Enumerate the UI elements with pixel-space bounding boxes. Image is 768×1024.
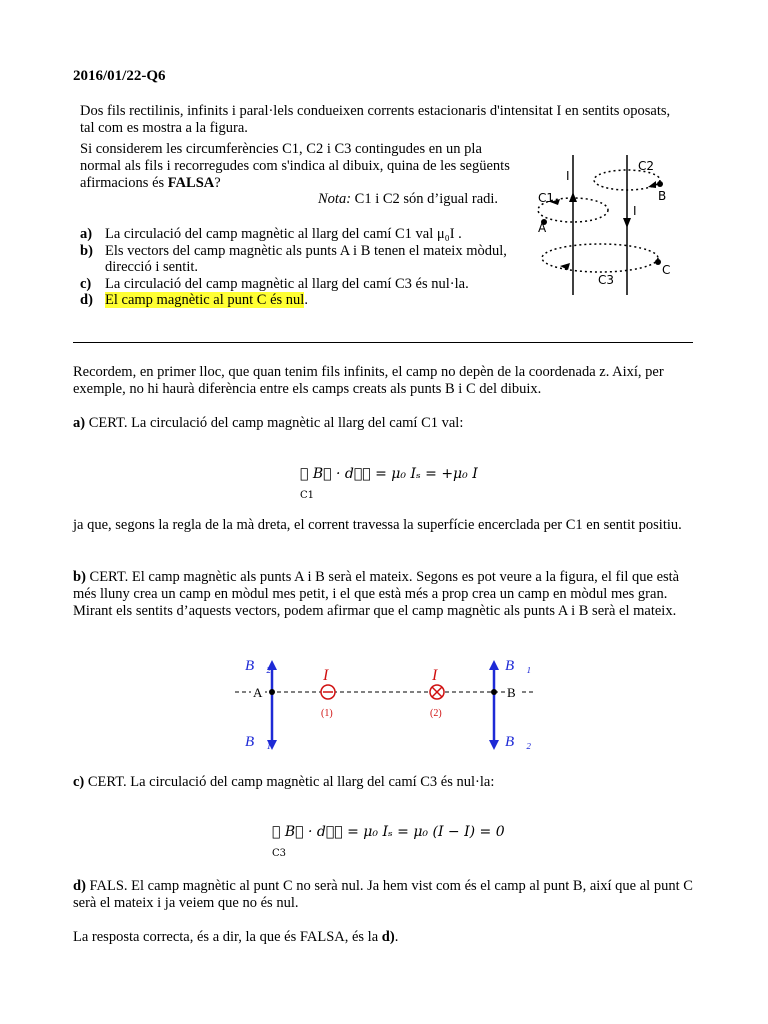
- point-a: [269, 689, 275, 695]
- svg-text:B⃗₂: B⃗₂: [505, 734, 532, 750]
- up-arrow-icon: [489, 660, 499, 670]
- equation-1-sub: C1: [300, 490, 315, 501]
- equation-2: ∮ B⃗ · dℓ⃗ = μ₀ Iₛ = μ₀ (I − I) = 0: [272, 824, 505, 840]
- svg-text:B⃗₂: B⃗₂: [245, 658, 272, 674]
- svg-text:B⃗₁: B⃗₁: [505, 658, 532, 674]
- option-c: c) La circulació del camp magnètic al llarg del camí C3 és nul·la.: [80, 275, 469, 292]
- question-text: Si considerem les circumferències C1, C2 i C3 contingudes en un pla normal als fils i recorregudes com s'indica al dibuix, quina de les següents afirmacions és FALSA?: [80, 141, 510, 191]
- final-answer: La resposta correcta, és a dir, la que és FALSA, és la d).: [73, 929, 399, 945]
- up-arrow-icon: [569, 192, 577, 202]
- section-c: c) CERT. La circulació del camp magnètic al llarg del camí C3 és nul·la:: [73, 774, 495, 790]
- svg-text:B: B: [658, 189, 667, 203]
- svg-text:C3: C3: [598, 273, 615, 287]
- section-a-after: ja que, segons la regla de la mà dreta, el corrent travessa la superfície encerclada per C1 en sentit positiu.: [73, 517, 682, 533]
- equation-2-sub: C3: [272, 848, 287, 859]
- svg-text:B: B: [507, 685, 516, 700]
- down-arrow-icon: [623, 218, 631, 228]
- point-c: [655, 259, 661, 265]
- svg-text:B⃗₁: B⃗₁: [245, 734, 272, 750]
- intro-text: Dos fils rectilinis, infinits i paral·lels condueixen corrents estacionaris d'intensitat I en sentits oposats, tal com es mostra a la figura.: [80, 103, 671, 136]
- svg-text:I: I: [566, 169, 570, 183]
- section-a: a) CERT. La circulació del camp magnètic al llarg del camí C1 val:: [73, 415, 464, 431]
- section-d: d) FALS. El camp magnètic al punt C no serà nul. Ja hem vist com és el camp al punt B, així que al punt C serà el mateix i ja veiem que no és nul.: [73, 878, 693, 911]
- svg-text:A: A: [538, 221, 547, 235]
- svg-text:I: I: [323, 667, 329, 684]
- svg-text:I: I: [633, 204, 637, 218]
- page-title: 2016/01/22-Q6: [73, 68, 166, 84]
- section-b: b) CERT. El camp magnètic als punts A i B serà el mateix. Segons es pot veure a la figura, el fil que està més lluny crea un camp en mòdul mes petit, i el que està més a prop crea un camp en mòdul mes gran. Mirant els sentits d’aquests vectors, podem afirmar que el camp magnètic als punts A i B serà el mateix.: [73, 569, 680, 619]
- svg-text:A: A: [253, 685, 263, 700]
- divider: [73, 342, 693, 343]
- point-b: [491, 689, 497, 695]
- option-d: d) El camp magnètic al punt C és nul.: [80, 292, 308, 308]
- svg-text:I: I: [432, 667, 438, 684]
- svg-text:C: C: [662, 263, 671, 277]
- paragraph-intro: Recordem, en primer lloc, que quan tenim fils infinits, el camp no depèn de la coordenada z. Així, per exemple, no hi haurà diferència entre els camps creats als punts B i C del dibuix.: [73, 364, 664, 397]
- options-list: [80, 226, 510, 309]
- field-vectors-figure: [225, 652, 545, 757]
- arrow-icon: [648, 181, 656, 188]
- option-b: b) Els vectors del camp magnètic als punts A i B tenen el mateix mòdul, direcció i sentit.: [80, 242, 507, 275]
- note: Nota: C1 i C2 són d’igual radi.: [318, 191, 499, 207]
- svg-text:C2: C2: [638, 159, 655, 173]
- equation-1: ∮ B⃗ · dℓ⃗ = μ₀ Iₛ = +μ₀ I: [300, 466, 478, 482]
- svg-text:(1): (1): [321, 708, 333, 719]
- wires-figure: [530, 150, 690, 300]
- svg-text:C1: C1: [538, 191, 555, 205]
- point-b: [657, 181, 663, 187]
- svg-text:(2): (2): [430, 708, 442, 719]
- down-arrow-icon: [489, 740, 499, 750]
- option-a: a) La circulació del camp magnètic al llarg del camí C1 val μ₀I .: [80, 226, 462, 242]
